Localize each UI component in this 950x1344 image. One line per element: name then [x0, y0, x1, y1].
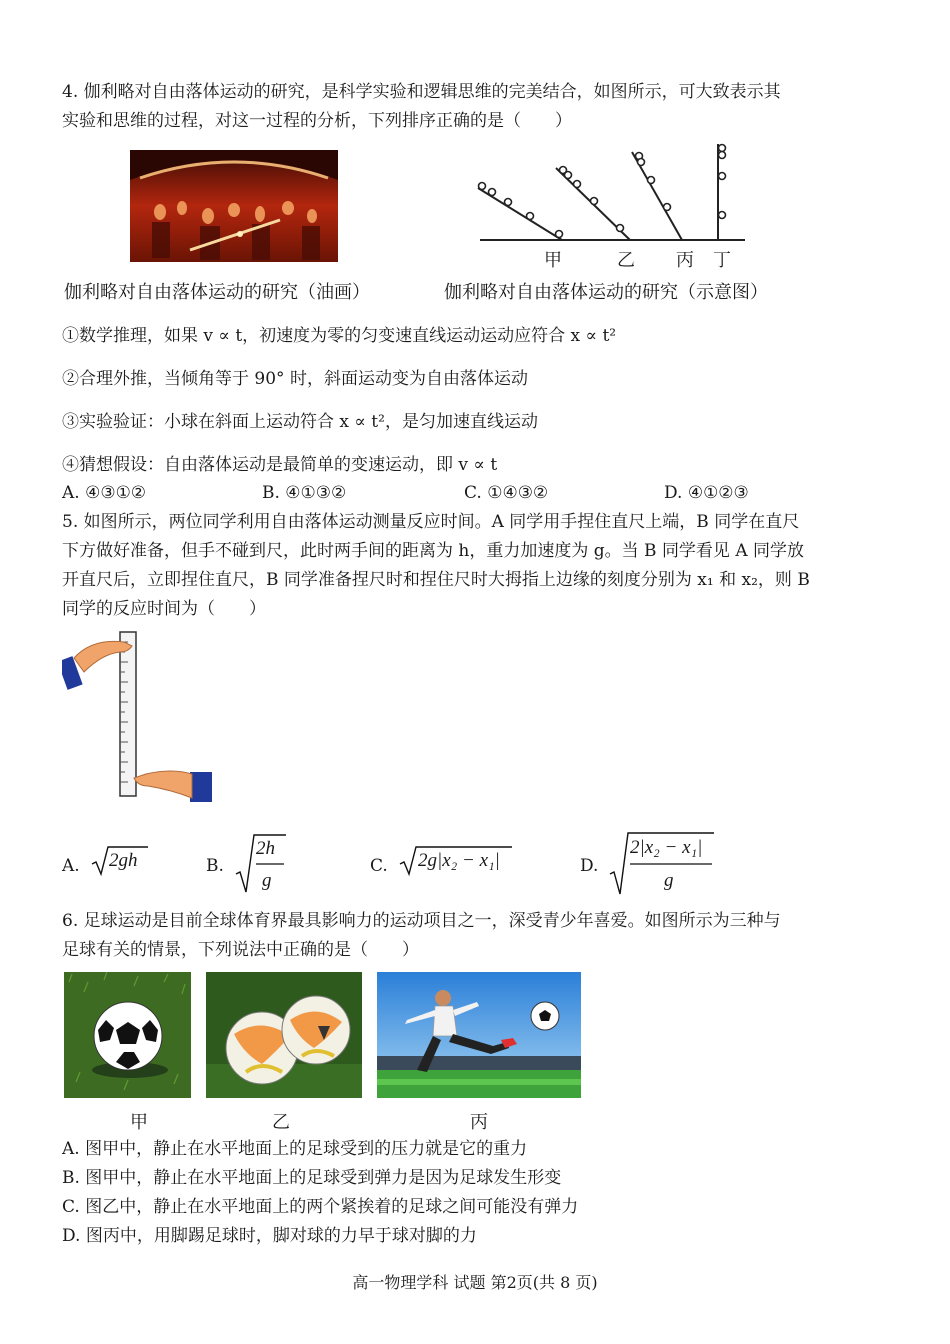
- ball-jia-3: [505, 199, 512, 206]
- q4-caption-diagram: 伽利略对自由落体运动的研究（示意图）: [444, 282, 768, 303]
- ball-jia-5: [556, 231, 563, 238]
- q4-option-b[interactable]: B. ④①③②: [262, 483, 347, 503]
- ball-jia-2: [489, 189, 496, 196]
- q5-option-c[interactable]: [398, 844, 516, 883]
- q5-option-a[interactable]: [90, 844, 150, 883]
- diagram-label-yi: 乙: [617, 250, 635, 271]
- q5-stem-line2: 下方做好准备，但手不碰到尺，此时两手间的距离为 h，重力加速度为 g。当 B 同学看见 A 同学放: [62, 541, 805, 561]
- q6-stem-line2: 足球有关的情景，下列说法中正确的是（ ）: [62, 940, 419, 960]
- q5-option-d-letter[interactable]: D.: [580, 856, 599, 876]
- ruler: [120, 632, 136, 796]
- ball-jia-1: [479, 183, 486, 190]
- galileo-oil-painting: [130, 150, 338, 262]
- q6-option-a[interactable]: A. 图甲中，静止在水平地面上的足球受到的压力就是它的重力: [62, 1139, 528, 1159]
- photo-label-bing: 丙: [470, 1112, 488, 1133]
- diagram-label-jia: 甲: [544, 250, 562, 271]
- q5-stem-line4: 同学的反应时间为（ ）: [62, 599, 266, 619]
- q4-statement-4: ④猜想假设：自由落体运动是最简单的变速运动，即 v ∝ t: [62, 455, 498, 475]
- q5-option-b-letter[interactable]: B.: [206, 856, 224, 876]
- q5-option-a-letter[interactable]: A.: [62, 856, 80, 876]
- q4-option-d[interactable]: D. ④①②③: [664, 483, 749, 503]
- ball-bing-3: [648, 177, 655, 184]
- reaction-time-figure: [62, 628, 222, 808]
- q6-option-b[interactable]: B. 图甲中，静止在水平地面上的足球受到弹力是因为足球发生形变: [62, 1168, 562, 1188]
- photo-yi-two-balls: [206, 972, 362, 1098]
- photo-label-yi: 乙: [272, 1112, 290, 1133]
- photo-label-jia: 甲: [130, 1112, 148, 1133]
- ball-bing-2: [638, 159, 645, 166]
- q5-option-c-expr: 2g|x₂ − x₁|: [418, 850, 500, 871]
- ball-ding-2: [719, 152, 726, 159]
- q4-statement-3: ③实验验证：小球在斜面上运动符合 x ∝ t²，是匀加速直线运动: [62, 412, 538, 432]
- photo-jia-ball-on-grass: [64, 972, 191, 1098]
- diagram-label-bing: 丙: [676, 250, 694, 271]
- hand-b-sleeve: [190, 772, 212, 802]
- q4-stem-line2: 实验和思维的过程，对这一过程的分析，下列排序正确的是（ ）: [62, 111, 572, 131]
- q4-statement-2: ②合理外推，当倾角等于 90° 时，斜面运动变为自由落体运动: [62, 369, 528, 389]
- player-head: [435, 990, 451, 1006]
- q5-option-b-denominator: g: [262, 870, 272, 891]
- q4-option-c[interactable]: C. ①④③②: [464, 483, 549, 503]
- ball-ding-3: [719, 173, 726, 180]
- q4-statement-1: ①数学推理，如果 v ∝ t，初速度为零的匀变速直线运动运动应符合 x ∝ t²: [62, 326, 617, 346]
- q4-caption-painting: 伽利略对自由落体运动的研究（油画）: [64, 282, 370, 303]
- q5-option-b-numerator: 2h: [256, 838, 275, 859]
- q5-option-b[interactable]: [234, 832, 288, 901]
- q6-stem-line1: 6. 足球运动是目前全球体育界最具影响力的运动项目之一，深受青少年喜爱。如图所示为三种与: [62, 911, 781, 931]
- ball-yi-3: [574, 181, 581, 188]
- photo-bing-kicking: [377, 972, 581, 1098]
- q5-stem-line3: 开直尺后，立即捏住直尺，B 同学准备捏尺时和捏住尺时大拇指上边缘的刻度分别为 x₁ 和 x₂，则 B: [62, 570, 810, 590]
- q5-option-c-letter[interactable]: C.: [370, 856, 388, 876]
- ball-bing-4: [664, 204, 671, 211]
- ball-yi-2: [565, 172, 572, 179]
- q4-stem-line1: 4. 伽利略对自由落体运动的研究，是科学实验和逻辑思维的完美结合，如图所示，可大致表示其: [62, 82, 781, 102]
- q5-option-d-denominator: g: [664, 870, 674, 891]
- ball-yi-4: [591, 198, 598, 205]
- q4-option-a[interactable]: A. ④③①②: [62, 483, 147, 503]
- diagram-label-ding: 丁: [713, 250, 731, 271]
- q5-stem-line1: 5. 如图所示，两位同学利用自由落体运动测量反应时间。A 同学用手捏住直尺上端，B 同学在直尺: [62, 512, 800, 532]
- q5-option-a-expr: 2gh: [109, 850, 138, 871]
- q5-option-d-numerator: 2|x₂ − x₁|: [630, 837, 703, 858]
- ball-ding-1: [719, 145, 726, 152]
- ball-yi-5: [617, 225, 624, 232]
- page-footer: 高一物理学科 试题 第2页(共 8 页): [352, 1273, 598, 1292]
- hand-b: [134, 771, 192, 798]
- ball-ding-4: [719, 212, 726, 219]
- q5-option-d[interactable]: [608, 830, 718, 903]
- q6-option-d[interactable]: D. 图丙中，用脚踢足球时，脚对球的力早于球对脚的力: [62, 1226, 477, 1246]
- ball-jia-4: [527, 213, 534, 220]
- q6-option-c[interactable]: C. 图乙中，静止在水平地面上的两个紧挨着的足球之间可能没有弹力: [62, 1197, 579, 1217]
